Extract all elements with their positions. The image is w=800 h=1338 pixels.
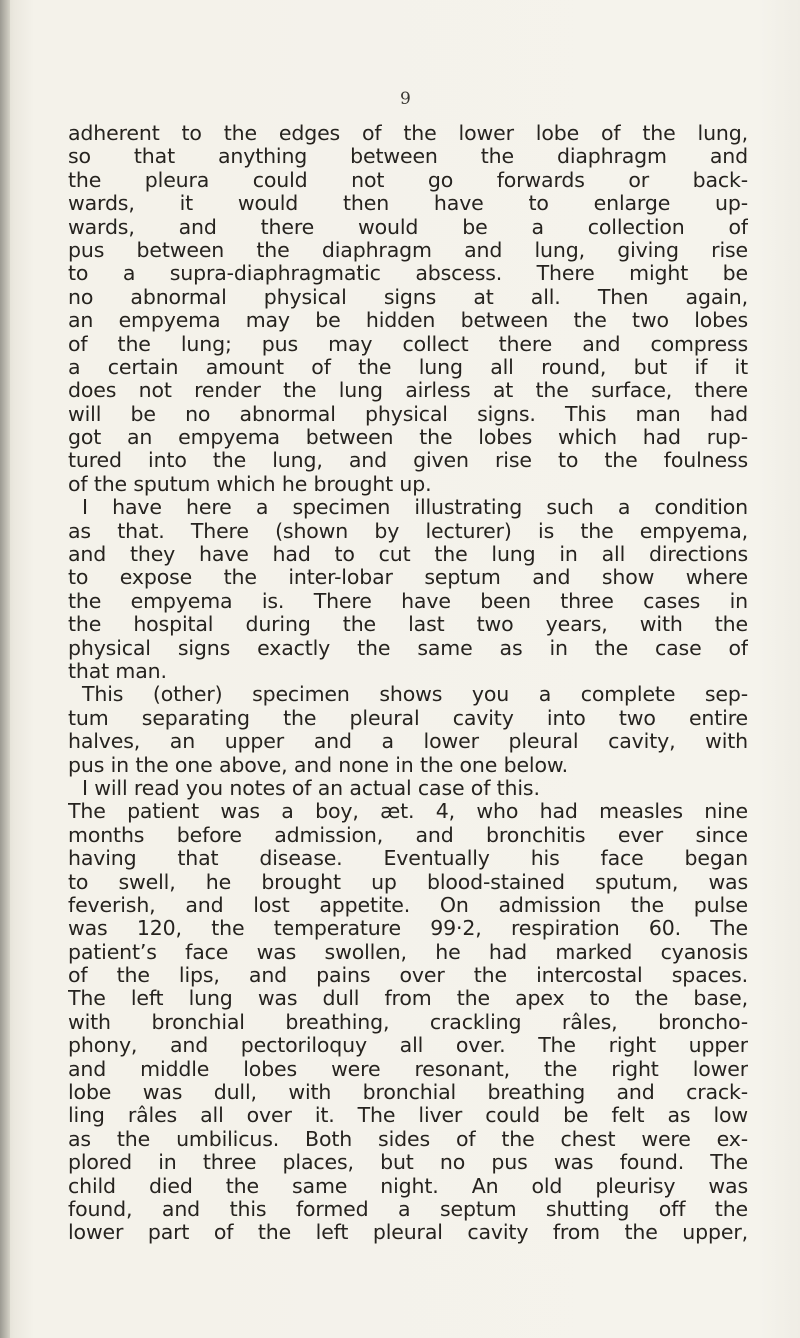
text-line: to a supra-diaphragmatic abscess. There might be (68, 262, 748, 286)
body-text (68, 122, 748, 1245)
text-line: the pleura could not go forwards or back- (68, 168, 748, 192)
text-line: months before admission, and bronchitis ever since (68, 823, 748, 847)
text-line: wards, and there would be a collection of (68, 215, 748, 239)
text-line: will be no abnormal physical signs. This man had (68, 402, 748, 426)
text-line: and middle lobes were resonant, the right lower (68, 1057, 748, 1081)
text-line: was 120, the temperature 99·2, respiration 60. The (68, 917, 748, 941)
text-line: that man. (68, 658, 167, 683)
text-line: as the umbilicus. Both sides of the chest were ex- (68, 1127, 748, 1151)
text-line: I have here a specimen illustrating such a condition (82, 496, 748, 520)
text-line: pus between the diaphragm and lung, giving rise (68, 238, 748, 262)
text-line: the empyema is. There have been three cases in (68, 589, 748, 613)
text-line: got an empyema between the lobes which had rup- (68, 426, 748, 450)
text-line: I will read you notes of an actual case of this. (82, 775, 540, 800)
page-number: 9 (400, 89, 411, 109)
text-line: physical signs exactly the same as in the case of (68, 636, 748, 660)
text-line: pus in the one above, and none in the one below. (68, 752, 568, 777)
text-line: and they have had to cut the lung in all directions (68, 543, 748, 567)
text-line: This (other) specimen shows you a complete sep- (82, 683, 748, 707)
text-line: the hospital during the last two years, with the (68, 613, 748, 637)
text-line: feverish, and lost appetite. On admission the pulse (68, 893, 748, 917)
text-line: to expose the inter-lobar septum and show where (68, 566, 748, 590)
text-line: of the lung; pus may collect there and compress (68, 332, 748, 356)
text-line: plored in three places, but no pus was found. The (68, 1151, 748, 1175)
text-line: lobe was dull, with bronchial breathing and crack- (68, 1081, 748, 1105)
text-line: with bronchial breathing, crackling râles, broncho- (68, 1010, 748, 1034)
text-line: found, and this formed a septum shutting off the (68, 1197, 748, 1221)
text-line: tured into the lung, and given rise to the foulness (68, 449, 748, 473)
text-line: does not render the lung airless at the surface, there (68, 379, 748, 403)
text-line: phony, and pectoriloquy all over. The right upper (68, 1034, 748, 1058)
text-line: to swell, he brought up blood-stained sputum, was (68, 870, 748, 894)
text-line: tum separating the pleural cavity into two entire (68, 706, 748, 730)
text-line: so that anything between the diaphragm and (68, 145, 748, 169)
text-line: ling râles all over it. The liver could be felt as low (68, 1104, 748, 1128)
text-line: as that. There (shown by lecturer) is the empyema, (68, 519, 748, 543)
text-line: halves, an upper and a lower pleural cavity, with (68, 730, 748, 754)
text-line: no abnormal physical signs at all. Then again, (68, 285, 748, 309)
text-line: lower part of the left pleural cavity from the upper, (68, 1221, 748, 1245)
text-line: child died the same night. An old pleurisy was (68, 1174, 748, 1198)
text-line: The left lung was dull from the apex to the base, (68, 987, 748, 1011)
text-line: adherent to the edges of the lower lobe of the lung, (68, 122, 748, 145)
text-line: a certain amount of the lung all round, but if it (68, 355, 748, 379)
text-line: wards, it would then have to enlarge up- (68, 192, 748, 216)
text-line: of the sputum which he brought up. (68, 471, 432, 496)
text-line: The patient was a boy, æt. 4, who had measles nine (68, 800, 748, 824)
binding-shadow (0, 0, 10, 1338)
text-line: patient’s face was swollen, he had marked cyanosis (68, 940, 748, 964)
text-line: of the lips, and pains over the intercostal spaces. (68, 964, 748, 988)
text-line: having that disease. Eventually his face began (68, 847, 748, 871)
text-line: an empyema may be hidden between the two lobes (68, 309, 748, 333)
